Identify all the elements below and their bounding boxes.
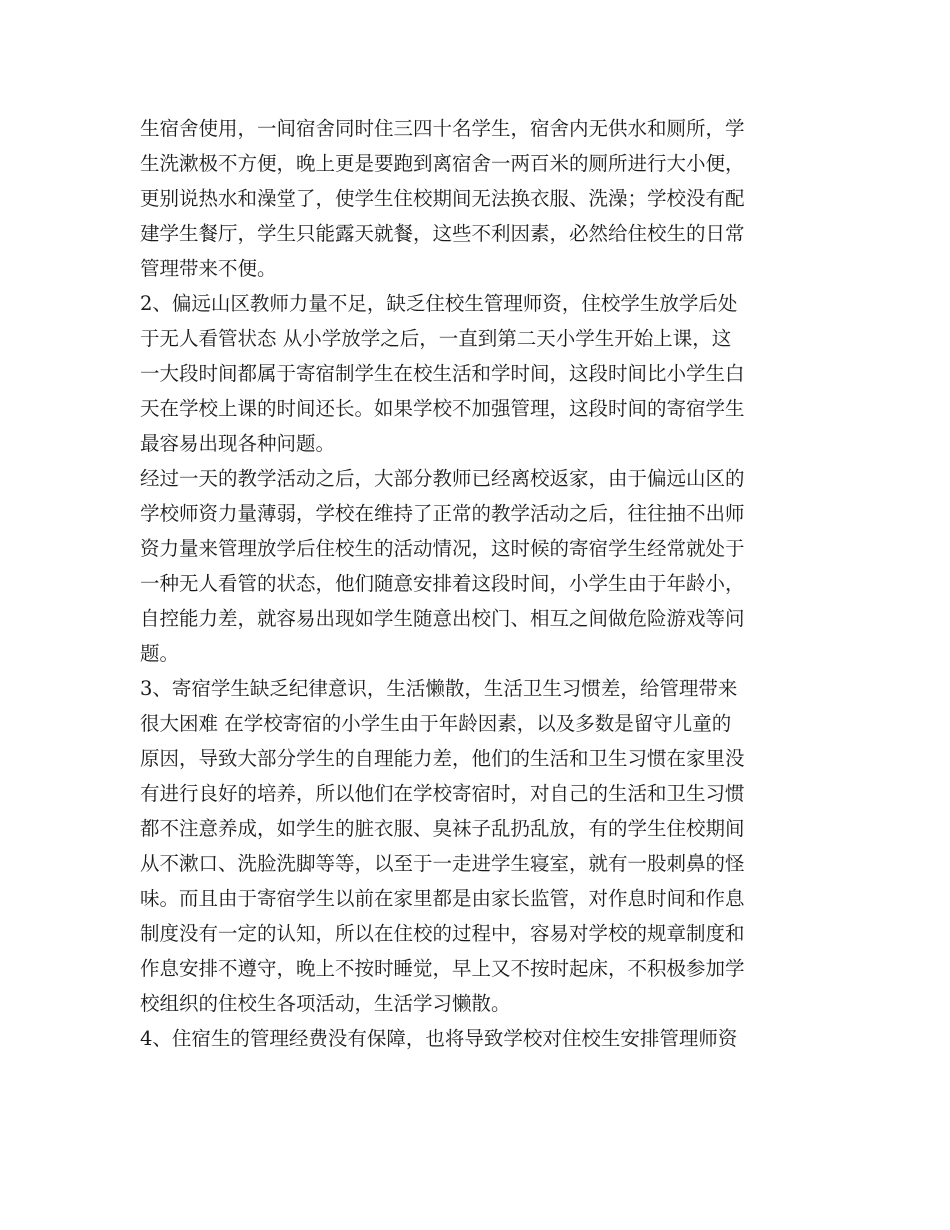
text-line: 从不漱口、洗脸洗脚等等，以至于一走进学生寝室，就有一股刺鼻的怪	[140, 852, 745, 875]
text-line: 题。	[140, 642, 180, 665]
text-line: 管理带来不便。	[140, 257, 277, 280]
text-line: 一大段时间都属于寄宿制学生在校生活和学时间，这段时间比小学生白	[140, 362, 745, 385]
text-line: 有进行良好的培养，所以他们在学校寄宿时，对自己的生活和卫生习惯	[140, 782, 745, 805]
text-line: 都不注意养成，如学生的脏衣服、臭袜子乱扔乱放，有的学生住校期间	[140, 817, 745, 840]
text-line: 建学生餐厅，学生只能露天就餐，这些不利因素，必然给住校生的日常	[140, 222, 745, 245]
text-line: 天在学校上课的时间还长。如果学校不加强管理，这段时间的寄宿学生	[140, 397, 745, 420]
text-line: 自控能力差，就容易出现如学生随意出校门、相互之间做危险游戏等问	[140, 607, 745, 630]
text-line: 生宿舍使用，一间宿舍同时住三四十名学生，宿舍内无供水和厕所，学	[140, 117, 745, 140]
text-line: 最容易出现各种问题。	[140, 432, 336, 455]
text-line: 味。而且由于寄宿学生以前在家里都是由家长监管，对作息时间和作息	[140, 887, 745, 910]
text-line: 作息安排不遵守，晚上不按时睡觉，早上又不按时起床，不积极参加学	[140, 957, 745, 980]
text-line: 制度没有一定的认知，所以在住校的过程中，容易对学校的规章制度和	[140, 922, 745, 945]
body-text	[140, 111, 820, 1056]
text-line: 生洗漱极不方便，晚上更是要跑到离宿舍一两百米的厕所进行大小便，	[140, 152, 745, 175]
text-line: 校组织的住校生各项活动，生活学习懒散。	[140, 992, 511, 1015]
text-line: 学校师资力量薄弱，学校在维持了正常的教学活动之后，往往抽不出师	[140, 502, 745, 525]
text-line: 资力量来管理放学后住校生的活动情况，这时候的寄宿学生经常就处于	[140, 537, 745, 560]
text-line: 于无人看管状态 从小学放学之后，一直到第二天小学生开始上课，这	[140, 327, 732, 350]
text-line: 原因，导致大部分学生的自理能力差，他们的生活和卫生习惯在家里没	[140, 747, 745, 770]
text-line: 3、寄宿学生缺乏纪律意识，生活懒散，生活卫生习惯差，给管理带来	[140, 677, 738, 700]
text-line: 经过一天的教学活动之后，大部分教师已经离校返家，由于偏远山区的	[140, 467, 745, 490]
text-line: 2、偏远山区教师力量不足，缺乏住校生管理师资，住校学生放学后处	[140, 292, 738, 315]
text-line: 一种无人看管的状态，他们随意安排着这段时间，小学生由于年龄小，	[140, 572, 745, 595]
text-line: 很大困难 在学校寄宿的小学生由于年龄因素，以及多数是留守儿童的	[140, 712, 732, 735]
text-line: 4、住宿生的管理经费没有保障，也将导致学校对住校生安排管理师资	[140, 1027, 738, 1050]
text-line: 更别说热水和澡堂了，使学生住校期间无法换衣服、洗澡；学校没有配	[140, 187, 745, 210]
